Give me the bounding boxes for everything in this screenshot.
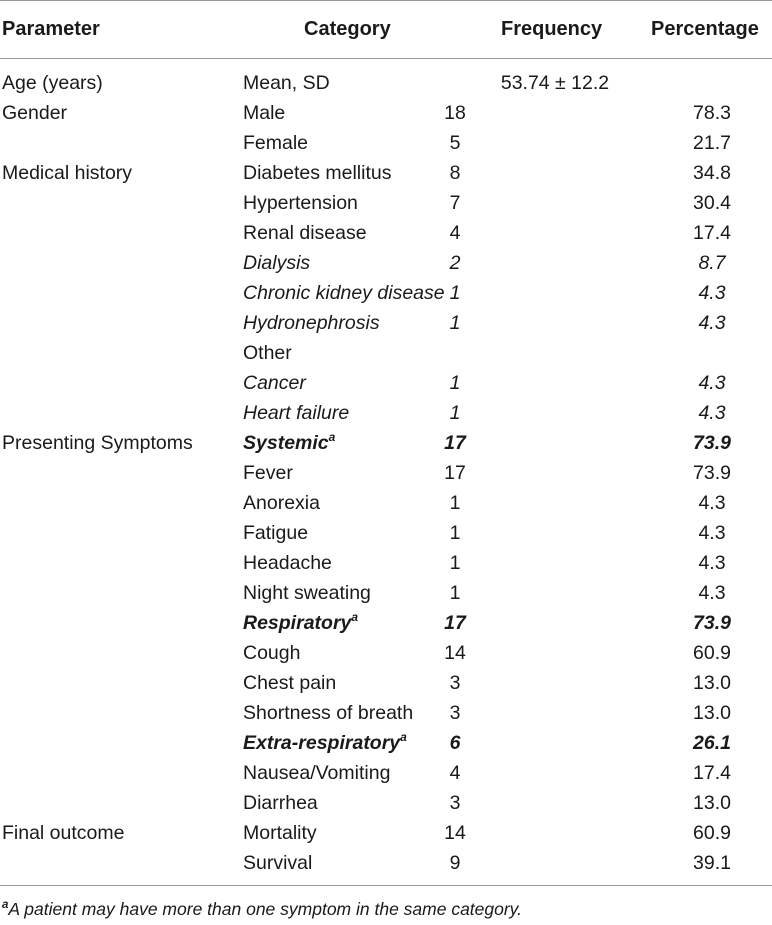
row-parameter: Gender [2, 102, 68, 124]
row-percentage: 30.4 [693, 192, 731, 214]
row-category: Mean, SD [243, 72, 330, 94]
row-category: Diabetes mellitus [243, 162, 392, 184]
row-category: Cough [243, 642, 301, 664]
table-row [0, 818, 772, 848]
row-percentage: 26.1 [693, 732, 731, 754]
table-row [0, 578, 772, 608]
row-category: Fatigue [243, 522, 309, 544]
table-row [0, 428, 772, 458]
row-percentage: 34.8 [693, 162, 731, 184]
row-frequency: 6 [449, 732, 461, 754]
row-percentage: 39.1 [693, 852, 731, 874]
row-frequency: 3 [449, 792, 461, 814]
table-row [0, 458, 772, 488]
category-label: Systemic [243, 432, 329, 454]
row-frequency: 1 [449, 402, 461, 424]
table-row [0, 98, 772, 128]
table-row [0, 68, 772, 98]
row-percentage: 13.0 [693, 672, 731, 694]
row-frequency: 17 [444, 612, 466, 634]
row-frequency: 3 [449, 672, 461, 694]
row-percentage: 17.4 [693, 762, 731, 784]
row-category [243, 608, 358, 640]
row-category: Night sweating [243, 582, 371, 604]
table-top-rule [0, 0, 772, 1]
table-row [0, 248, 772, 278]
row-frequency: 14 [444, 822, 466, 844]
footnote-marker: a [2, 899, 9, 911]
table-row [0, 728, 772, 758]
row-percentage: 4.3 [698, 282, 726, 304]
row-category: Chest pain [243, 672, 337, 694]
table-row [0, 368, 772, 398]
row-frequency: 1 [449, 312, 461, 334]
table-row [0, 128, 772, 158]
header-parameter: Parameter [2, 18, 100, 40]
row-frequency: 1 [449, 492, 461, 514]
row-frequency: 4 [449, 222, 461, 244]
footnote-marker: a [328, 430, 336, 444]
table-row [0, 338, 772, 368]
row-percentage: 8.7 [698, 252, 726, 274]
row-category: Dialysis [243, 252, 311, 274]
row-frequency: 3 [449, 702, 461, 724]
table-row [0, 308, 772, 338]
table-row [0, 278, 772, 308]
category-label: Extra-respiratory [243, 732, 401, 754]
row-percentage: 73.9 [693, 432, 731, 454]
table-footnote [2, 898, 522, 923]
row-percentage: 78.3 [693, 102, 731, 124]
row-value: 53.74 ± 12.2 [500, 72, 610, 94]
header-percentage: Percentage [651, 18, 759, 40]
table-row [0, 518, 772, 548]
row-category: Heart failure [243, 402, 350, 424]
row-frequency: 7 [449, 192, 461, 214]
row-percentage: 13.0 [693, 702, 731, 724]
row-category: Female [243, 132, 309, 154]
table-row [0, 158, 772, 188]
table-row [0, 548, 772, 578]
row-percentage: 4.3 [698, 492, 726, 514]
header-rule [0, 58, 772, 59]
row-category: Other [243, 342, 292, 364]
row-category: Survival [243, 852, 313, 874]
category-label: Respiratory [243, 612, 352, 634]
row-parameter: Presenting Symptoms [2, 432, 193, 454]
row-category: Anorexia [243, 492, 320, 514]
footnote-marker: a [400, 730, 407, 744]
row-percentage: 4.3 [698, 372, 726, 394]
row-frequency: 17 [444, 432, 466, 454]
row-percentage: 4.3 [698, 402, 726, 424]
row-frequency: 1 [449, 282, 461, 304]
row-percentage: 60.9 [693, 642, 731, 664]
row-parameter: Final outcome [2, 822, 125, 844]
row-category: Mortality [243, 822, 317, 844]
header-frequency: Frequency [501, 18, 603, 40]
row-category: Shortness of breath [243, 702, 414, 724]
row-category: Headache [243, 552, 332, 574]
footnote-text: A patient may have more than one symptom in the same category. [8, 899, 522, 919]
table-row [0, 788, 772, 818]
row-category: Fever [243, 462, 293, 484]
row-percentage: 4.3 [698, 522, 726, 544]
row-category: Cancer [243, 372, 306, 394]
row-frequency: 2 [449, 252, 461, 274]
row-percentage: 4.3 [698, 552, 726, 574]
footnote-marker: a [351, 610, 359, 624]
row-category [243, 428, 335, 460]
header-category: Category [304, 18, 391, 40]
row-category: Male [243, 102, 286, 124]
table-row [0, 608, 772, 638]
table-row [0, 218, 772, 248]
row-category: Chronic kidney disease [243, 282, 445, 304]
table-row [0, 668, 772, 698]
row-category: Nausea/Vomiting [243, 762, 391, 784]
table-bottom-rule [0, 885, 772, 886]
row-frequency: 1 [449, 552, 461, 574]
row-percentage: 60.9 [693, 822, 731, 844]
row-category: Diarrhea [243, 792, 318, 814]
table-row [0, 398, 772, 428]
row-frequency: 4 [449, 762, 461, 784]
row-percentage: 13.0 [693, 792, 731, 814]
row-frequency: 1 [449, 522, 461, 544]
row-frequency: 1 [449, 582, 461, 604]
row-frequency: 1 [449, 372, 461, 394]
row-percentage: 21.7 [693, 132, 731, 154]
row-frequency: 14 [444, 642, 466, 664]
row-percentage: 4.3 [698, 312, 726, 334]
row-category: Hypertension [243, 192, 358, 214]
row-frequency: 18 [444, 102, 466, 124]
row-parameter: Age (years) [2, 72, 103, 94]
row-frequency: 9 [449, 852, 461, 874]
row-percentage: 17.4 [693, 222, 731, 244]
row-frequency: 5 [449, 132, 461, 154]
table-row [0, 188, 772, 218]
table-row [0, 758, 772, 788]
table-row [0, 698, 772, 728]
row-category: Hydronephrosis [243, 312, 380, 334]
row-percentage: 73.9 [693, 462, 731, 484]
table-row [0, 638, 772, 668]
row-category: Renal disease [243, 222, 367, 244]
row-parameter: Medical history [2, 162, 133, 184]
table-row [0, 488, 772, 518]
table-row [0, 848, 772, 878]
row-percentage: 73.9 [693, 612, 731, 634]
row-percentage: 4.3 [698, 582, 726, 604]
row-frequency: 17 [444, 462, 466, 484]
row-frequency: 8 [449, 162, 461, 184]
